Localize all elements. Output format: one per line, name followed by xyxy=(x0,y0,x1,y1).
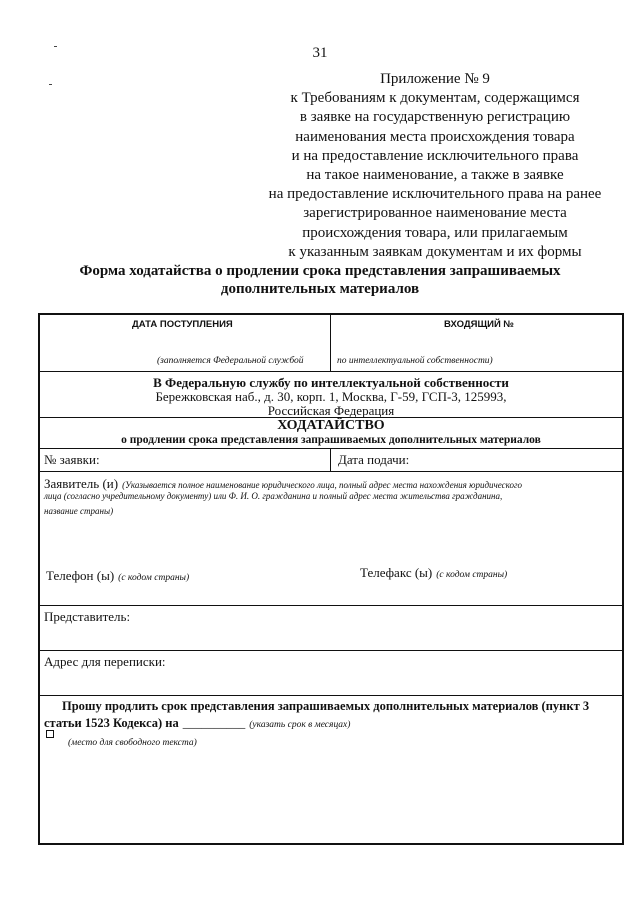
application-number-label: № заявки: xyxy=(44,452,100,467)
appendix-line: наименования места происхождения товара xyxy=(295,128,575,145)
request-line2-start: статьи 1523 Кодекса) на xyxy=(44,716,179,730)
phone-label: Телефон (ы) xyxy=(46,568,115,583)
phone-note: (с кодом страны) xyxy=(118,573,190,583)
appendix-line: в заявке на государственную регистрацию xyxy=(299,109,571,126)
appendix-block xyxy=(250,70,620,262)
request-line2 xyxy=(44,714,350,732)
appendix-line: происхождения товара, или прилагаемым xyxy=(302,224,568,241)
form-title-line1: Форма ходатайства о продлении срока представления запрашиваемых xyxy=(79,263,561,279)
phone-line xyxy=(46,567,189,585)
correspondence-address-label: Адрес для переписки: xyxy=(44,654,166,669)
appendix-line: к Требованиям к документам, содержащимся xyxy=(290,90,580,107)
appendix-line: зарегистрированное наименование места xyxy=(303,205,567,222)
application-row-divider xyxy=(330,448,331,471)
petition-subtitle: о продлении срока представления запрашиваемых дополнительных материалов xyxy=(121,434,541,446)
petition-title: ХОДАТАЙСТВО xyxy=(277,418,385,433)
header-note-left: (заполняется Федеральной службой xyxy=(157,356,304,366)
header-note-right: по интеллектуальной собственности) xyxy=(337,356,493,366)
row-line xyxy=(40,695,622,696)
small-mark xyxy=(54,46,57,47)
request-line1: Прошу продлить срок представления запрашиваемых дополнительных материалов (пункт 3 xyxy=(62,699,590,713)
term-note: (указать срок в месяцах) xyxy=(249,720,351,730)
fax-line xyxy=(360,564,507,582)
filing-date-label: Дата подачи: xyxy=(338,452,410,467)
row-line xyxy=(40,371,622,372)
petition-form xyxy=(38,313,624,845)
applicant-note-line2: лица (согласно учредительному документу) или Ф. И. О. гражданина и полный адрес места жительства гражданина, xyxy=(44,491,503,501)
appendix-line: на предоставление исключительного права на ранее xyxy=(268,186,602,203)
applicant-note-line1: (Указывается полное наименование юридического лица, полный адрес места нахождения юридического xyxy=(122,480,523,490)
row-line xyxy=(40,471,622,472)
recipient-line1: В Федеральную службу по интеллектуальной собственности xyxy=(153,375,509,390)
recipient-line3: Российская Федерация xyxy=(267,403,395,418)
row-line xyxy=(40,448,622,449)
form-title xyxy=(20,262,620,298)
form-title-line2: дополнительных материалов xyxy=(220,281,420,297)
row-line xyxy=(40,650,622,651)
applicant-note-line3: название страны) xyxy=(44,506,114,516)
small-mark xyxy=(49,84,52,85)
row-line xyxy=(40,605,622,606)
appendix-line: Приложение № 9 xyxy=(380,71,490,87)
applicant-label: Заявитель (и) xyxy=(44,476,119,491)
incoming-number-label: ВХОДЯЩИЙ № xyxy=(444,319,515,330)
appendix-line: и на предоставление исключительного права xyxy=(291,147,579,164)
page-number: 31 xyxy=(312,45,328,61)
free-text-note: (место для свободного текста) xyxy=(68,738,197,748)
header-row-divider xyxy=(330,315,331,371)
fax-note: (с кодом страны) xyxy=(436,570,508,580)
appendix-line: к указанным заявкам документам и их формы xyxy=(288,243,582,260)
representative-label: Представитель: xyxy=(44,609,131,624)
appendix-line: на такое наименование, а также в заявке xyxy=(306,167,564,184)
date-received-label: ДАТА ПОСТУПЛЕНИЯ xyxy=(132,319,233,330)
option-checkbox[interactable] xyxy=(46,730,54,738)
recipient-line2: Бережковская наб., д. 30, корп. 1, Москва, Г-59, ГСП-3, 125993, xyxy=(155,389,507,404)
term-blank: __________ xyxy=(182,716,246,730)
fax-label: Телефакс (ы) xyxy=(360,565,433,580)
